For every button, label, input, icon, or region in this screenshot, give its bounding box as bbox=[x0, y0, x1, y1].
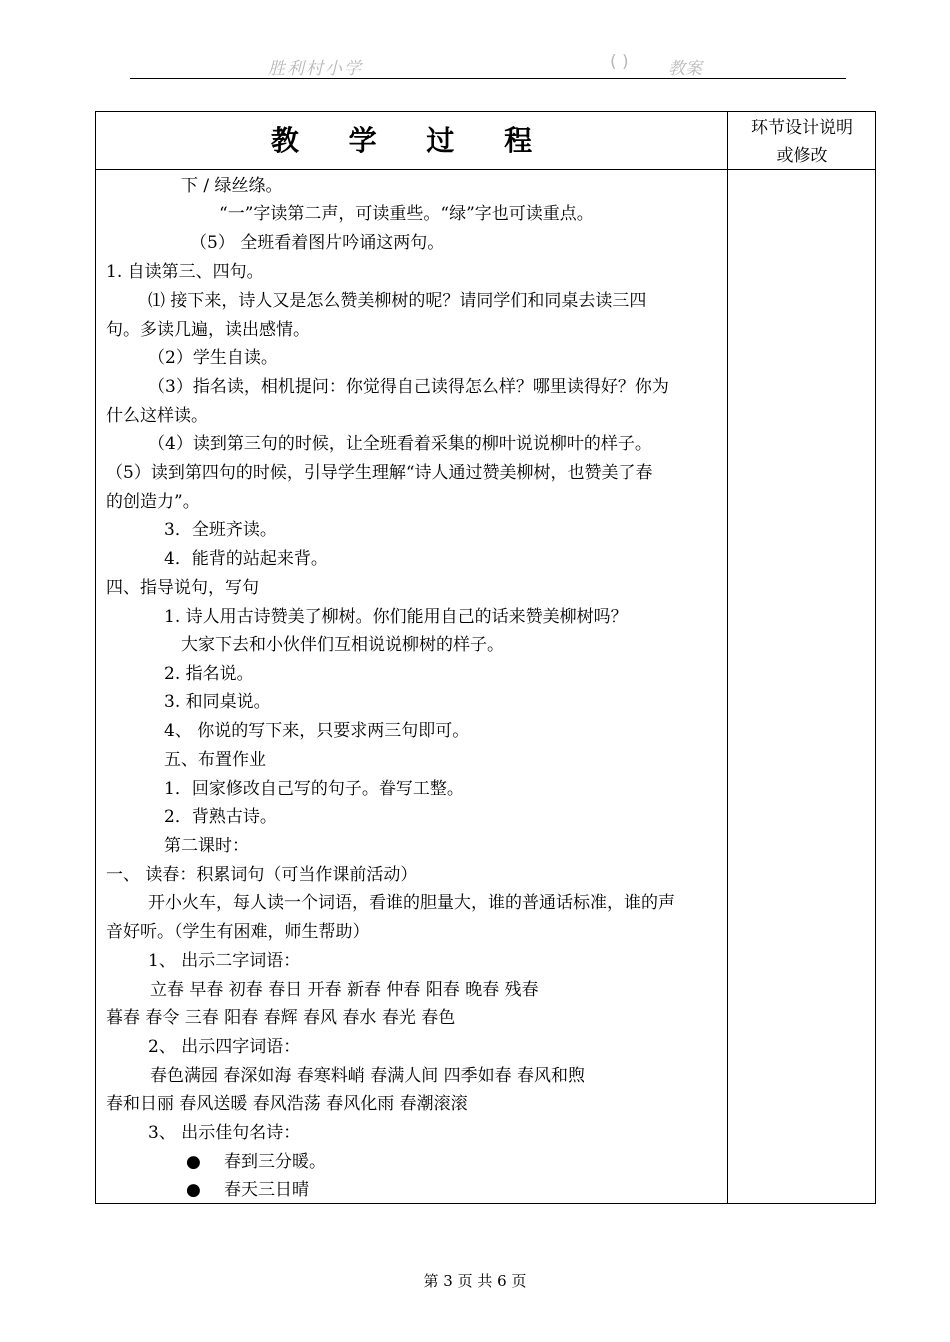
text-line: 第二课时： bbox=[164, 836, 249, 856]
text-line: ⑴ 接下来，诗人又是怎么赞美柳树的呢？请同学们和同桌去读三四 bbox=[148, 291, 647, 311]
text-line: （2）学生自读。 bbox=[148, 348, 278, 368]
text-line: 的创造力”。 bbox=[106, 492, 200, 512]
text-line: 2．背熟古诗。 bbox=[164, 807, 277, 827]
header-paren: ( ) bbox=[610, 52, 629, 72]
header-rule bbox=[130, 78, 846, 79]
bullet-item bbox=[186, 1150, 326, 1174]
text-line: （3）指名读，相机提问：你觉得自己读得怎么样？哪里读得好？你为 bbox=[148, 377, 669, 397]
bullet-item bbox=[186, 1178, 309, 1202]
column-divider bbox=[727, 112, 728, 1203]
page-footer: 第 3 页 共 6 页 bbox=[423, 1272, 527, 1290]
lesson-table bbox=[95, 111, 876, 1204]
page-header bbox=[0, 48, 950, 78]
text-line: 春和日丽 春风送暖 春风浩荡 春风化雨 春潮滚滚 bbox=[106, 1094, 468, 1114]
text-line: 句。多读几遍，读出感情。 bbox=[106, 320, 310, 340]
text-line: 四、指导说句，写句 bbox=[106, 578, 259, 598]
bullet-icon: ● bbox=[186, 1152, 201, 1172]
text-line: 音好听。（学生有困难，师生帮助） bbox=[106, 922, 370, 942]
text-line: 2、 出示四字词语： bbox=[148, 1037, 301, 1057]
text-line: 3. 和同桌说。 bbox=[164, 692, 271, 712]
text-line: （5） 全班看着图片吟诵这两句。 bbox=[190, 233, 445, 253]
text-line: 1. 自读第三、四句。 bbox=[106, 262, 264, 282]
text-line: 2. 指名说。 bbox=[164, 664, 254, 684]
text-line: 五、布置作业 bbox=[164, 750, 266, 770]
table-title: 教 学 过 程 bbox=[270, 124, 553, 157]
text-line: 3、 出示佳句名诗： bbox=[148, 1123, 301, 1143]
side-header-line1: 环节设计说明 bbox=[751, 118, 853, 138]
text-line: 立春 早春 初春 春日 开春 新春 仲春 阳春 晚春 残春 bbox=[150, 980, 539, 1000]
text-line: 一、 读春：积累词句（可当作课前活动） bbox=[106, 865, 418, 885]
side-header-line2: 或修改 bbox=[776, 146, 828, 166]
text-line: 暮春 春令 三春 阳春 春辉 春风 春水 春光 春色 bbox=[106, 1008, 456, 1028]
text-line: 4、 你说的写下来，只要求两三句即可。 bbox=[164, 721, 470, 741]
text-line: 春色满园 春深如海 春寒料峭 春满人间 四季如春 春风和煦 bbox=[150, 1066, 586, 1086]
text-line: （5）读到第四句的时候，引导学生理解“诗人通过赞美柳树，也赞美了春 bbox=[106, 463, 653, 483]
text-line: 下 / 绿丝绦。 bbox=[181, 176, 283, 196]
doc-type: 教案 bbox=[668, 59, 702, 79]
bullet-text: 春到三分暖。 bbox=[224, 1152, 326, 1172]
text-line: （4）读到第三句的时候，让全班看着采集的柳叶说说柳叶的样子。 bbox=[148, 434, 652, 454]
school-name: 胜利村小学 bbox=[268, 59, 363, 79]
text-line: 大家下去和小伙伴们互相说说柳树的样子。 bbox=[181, 635, 504, 655]
side-header bbox=[728, 114, 876, 170]
text-line: 1．回家修改自己写的句子。眷写工整。 bbox=[164, 779, 464, 799]
text-line: 开小火车，每人读一个词语，看谁的胆量大，谁的普通话标准，谁的声 bbox=[148, 893, 675, 913]
text-line: 1、 出示二字词语： bbox=[148, 951, 301, 971]
bullet-icon: ● bbox=[186, 1180, 201, 1200]
text-line: 4．能背的站起来背。 bbox=[164, 549, 328, 569]
text-line: “一”字读第二声，可读重些。“绿”字也可读重点。 bbox=[219, 204, 594, 224]
text-line: 1. 诗人用古诗赞美了柳树。你们能用自己的话来赞美柳树吗？ bbox=[164, 607, 628, 627]
text-line: 什么这样读。 bbox=[106, 406, 208, 426]
text-line: 3．全班齐读。 bbox=[164, 520, 277, 540]
bullet-text: 春天三日晴 bbox=[224, 1180, 309, 1200]
